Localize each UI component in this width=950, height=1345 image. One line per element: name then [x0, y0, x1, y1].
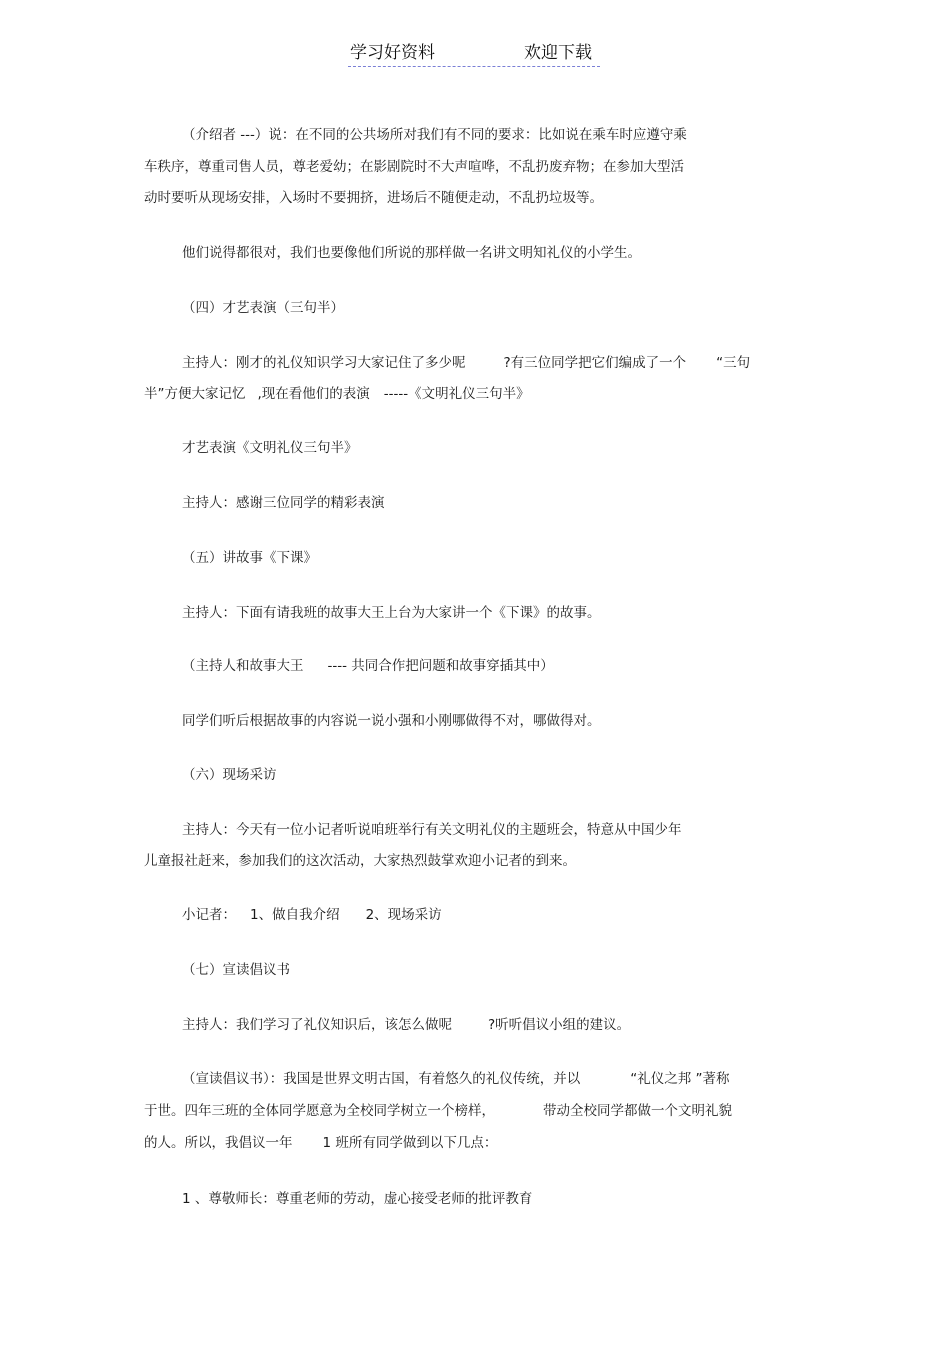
header-right-text: 欢迎下载 [524, 43, 592, 63]
paragraph-introducer-line-3: 动时要听从现场安排，入场时不要拥挤，进场后不随便走动，不乱扔垃圾等。 [144, 190, 603, 206]
paragraph-proposal-line-3 [144, 1134, 497, 1152]
paragraph-proposal-line-2 [144, 1102, 732, 1120]
text-segment: 1、做自我介绍 [250, 907, 340, 923]
text-segment: 1 班所有同学做到以下几点： [322, 1135, 498, 1151]
text-segment: 主持人：我们学习了礼仪知识后，该怎么做呢 [182, 1017, 452, 1033]
paragraph-host-thanks: 主持人：感谢三位同学的精彩表演 [182, 495, 385, 511]
text-segment: “礼仪之邦 ”著称 [630, 1071, 730, 1087]
paragraph-host-talent-line-2 [144, 385, 530, 403]
paragraph-host-story: 主持人：下面有请我班的故事大王上台为大家讲一个《下课》的故事。 [182, 605, 601, 621]
text-segment: 的人。所以，我倡议一年 [144, 1135, 293, 1151]
text-segment: ?听听倡议小组的建议。 [488, 1017, 631, 1033]
text-segment: ?有三位同学把它们编成了一个 [503, 355, 687, 371]
text-segment: 半”方便大家记忆 [144, 386, 246, 402]
paragraph-introducer-line-1: （介绍者 ---）说：在不同的公共场所对我们有不同的要求：比如说在乘车时应遵守乘 [182, 127, 687, 143]
section-heading-7: （七）宣读倡议书 [182, 962, 290, 978]
text-segment: 2、现场采访 [365, 907, 442, 923]
text-segment: ---- 共同合作把问题和故事穿插其中） [327, 658, 554, 674]
header-left-text: 学习好资料 [350, 43, 435, 63]
paragraph-host-reporter-line-2: 儿童报社赶来，参加我们的这次活动，大家热烈鼓掌欢迎小记者的到来。 [144, 853, 576, 869]
section-heading-6: （六）现场采访 [182, 767, 277, 783]
text-segment: “三句 [716, 355, 751, 371]
text-segment: ,现在看他们的表演 [257, 386, 370, 402]
paragraph-agreement: 他们说得都很对，我们也要像他们所说的那样做一名讲文明知礼仪的小学生。 [182, 245, 641, 261]
paragraph-host-reporter-line-1: 主持人：今天有一位小记者听说咱班举行有关文明礼仪的主题班会，特意从中国少年 [182, 822, 682, 838]
page-header [348, 42, 600, 67]
text-segment: （宣读倡议书）：我国是世界文明古国，有着悠久的礼仪传统，并以 [182, 1071, 581, 1087]
paragraph-reporter [182, 906, 442, 924]
text-segment: 小记者： [182, 907, 236, 923]
paragraph-host-storyteller [182, 657, 554, 675]
paragraph-host-talent-line-1 [182, 354, 750, 372]
section-heading-5: （五）讲故事《下课》 [182, 550, 317, 566]
text-segment: -----《文明礼仪三句半》 [383, 386, 530, 402]
text-segment: （主持人和故事大王 [182, 658, 304, 674]
section-heading-4: （四）才艺表演（三句半） [182, 300, 344, 316]
paragraph-host-proposal [182, 1016, 630, 1034]
paragraph-proposal-line-1 [182, 1070, 730, 1088]
paragraph-talent-show: 才艺表演《文明礼仪三句半》 [182, 440, 358, 456]
paragraph-after-story: 同学们听后根据故事的内容说一说小强和小刚哪做得不对，哪做得对。 [182, 713, 601, 729]
list-item-1: 1 、尊敬师长：尊重老师的劳动，虚心接受老师的批评教育 [182, 1191, 533, 1207]
text-segment: 主持人：刚才的礼仪知识学习大家记住了多少呢 [182, 355, 466, 371]
text-segment: 于世。四年三班的全体同学愿意为全校同学树立一个榜样， [144, 1103, 495, 1119]
paragraph-introducer-line-2: 车秩序，尊重司售人员，尊老爱幼；在影剧院时不大声喧哗，不乱扔废弃物；在参加大型活 [144, 159, 684, 175]
text-segment: 带动全校同学都做一个文明礼貌 [543, 1103, 732, 1119]
